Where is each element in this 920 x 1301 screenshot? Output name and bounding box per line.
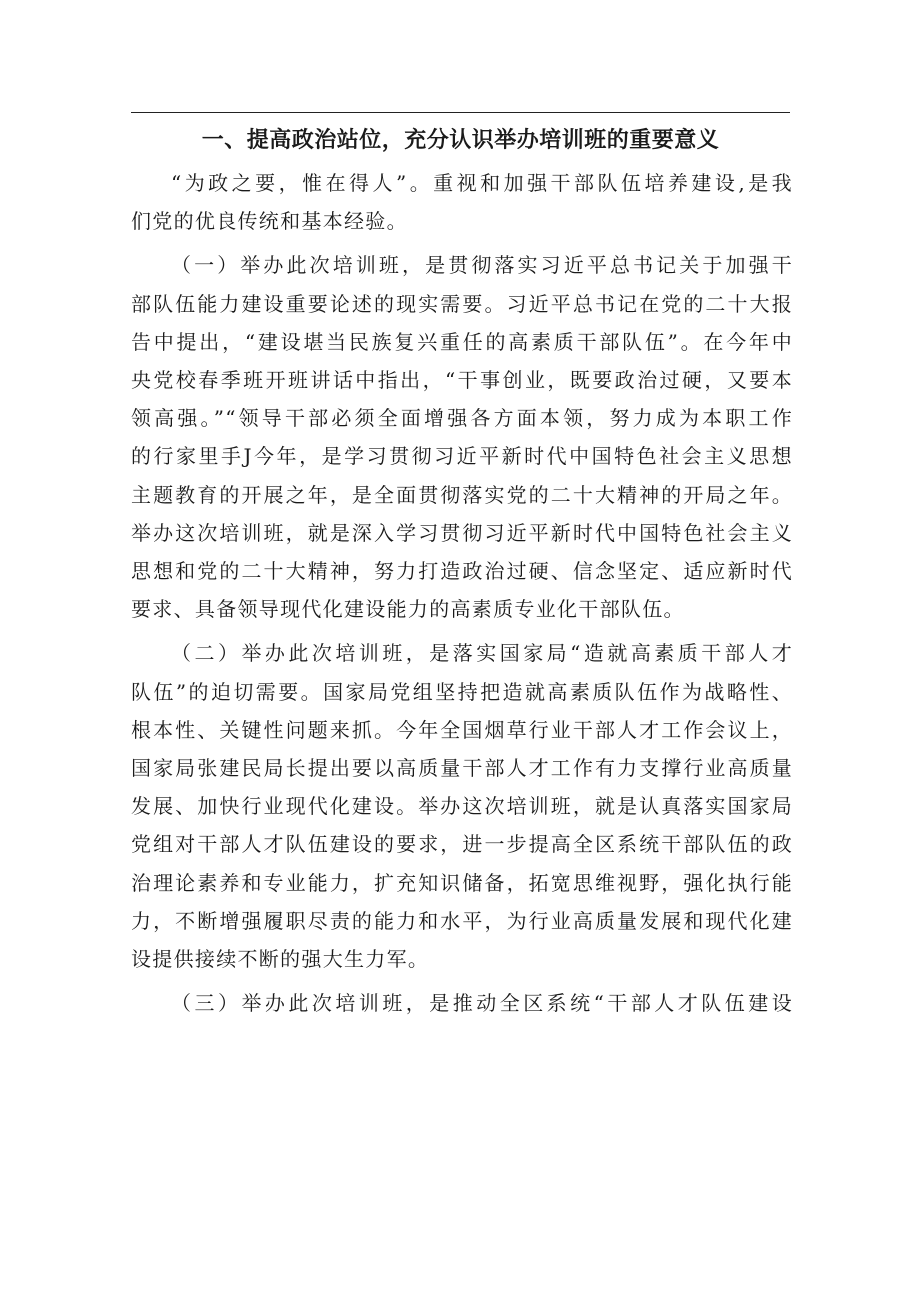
paragraph-two xyxy=(131,634,793,978)
paragraph-line: 发展、加快行业现代化建设。举办这次培训班，就是认真落实国家局 xyxy=(131,794,793,819)
paragraph-line: （一）举办此次培训班，是贯彻落实习近平总书记关于加强干 xyxy=(171,253,793,278)
paragraph-line: 力，不断增强履职尽责的能力和水平，为行业高质量发展和现代化建 xyxy=(131,908,793,933)
paragraph-line: 要求、具备领导现代化建设能力的高素质专业化干部队伍。 xyxy=(131,597,685,622)
paragraph-line: 们党的优良传统和基本经验。 xyxy=(131,209,408,234)
paragraph-line: 根本性、关键性问题来抓。今年全国烟草行业干部人才工作会议上， xyxy=(131,717,793,742)
paragraph-line: “为政之要，惟在得人”。重视和加强干部队伍培养建设,是我 xyxy=(171,171,793,195)
paragraph-line: 思想和党的二十大精神，努力打造政治过硬、信念坚定、适应新时代 xyxy=(131,559,793,584)
paragraph-line: 举办这次培训班，就是深入学习贯彻习近平新时代中国特色社会主义 xyxy=(131,520,793,545)
paragraph-intro xyxy=(131,164,793,240)
document-body xyxy=(131,164,793,1028)
paragraph-line: 部队伍能力建设重要论述的现实需要。习近平总书记在党的二十大报 xyxy=(131,291,793,316)
section-heading: 一、提高政治站位，充分认识举办培训班的重要意义 xyxy=(201,128,720,153)
paragraph-line: 主题教育的开展之年，是全面贯彻落实党的二十大精神的开局之年。 xyxy=(131,482,793,507)
header-rule xyxy=(131,112,790,113)
paragraph-line: 治理论素养和专业能力，扩充知识储备，拓宽思维视野，强化执行能 xyxy=(131,870,793,895)
paragraph-line: 告中提出，“建设堪当民族复兴重任的高素质干部队伍”。在今年中 xyxy=(131,329,793,354)
paragraph-line: （三）举办此次培训班，是推动全区系统“干部人才队伍建设 xyxy=(171,991,793,1016)
paragraph-line: 央党校春季班开班讲话中指出，“干事创业，既要政治过硬，又要本 xyxy=(131,368,793,393)
paragraph-line: 党组对干部人才队伍建设的要求，进一步提高全区系统干部队伍的政 xyxy=(131,832,793,857)
paragraph-three xyxy=(131,984,793,1022)
paragraph-line: 设提供接续不断的强大生力军。 xyxy=(131,947,430,972)
paragraph-line: 国家局张建民局长提出要以高质量干部人才工作有力支撑行业高质量 xyxy=(131,756,793,781)
paragraph-line: 的行家里手J今年，是学习贯彻习近平新时代中国特色社会主义思想 xyxy=(131,444,793,469)
paragraph-line: （二）举办此次培训班，是落实国家局“造就高素质干部人才 xyxy=(171,641,793,666)
paragraph-line: 领高强。”“领导干部必须全面增强各方面本领，努力成为本职工作 xyxy=(131,406,793,431)
paragraph-line: 队伍”的迫切需要。国家局党组坚持把造就高素质队伍作为战略性、 xyxy=(131,679,793,704)
paragraph-one xyxy=(131,246,793,628)
